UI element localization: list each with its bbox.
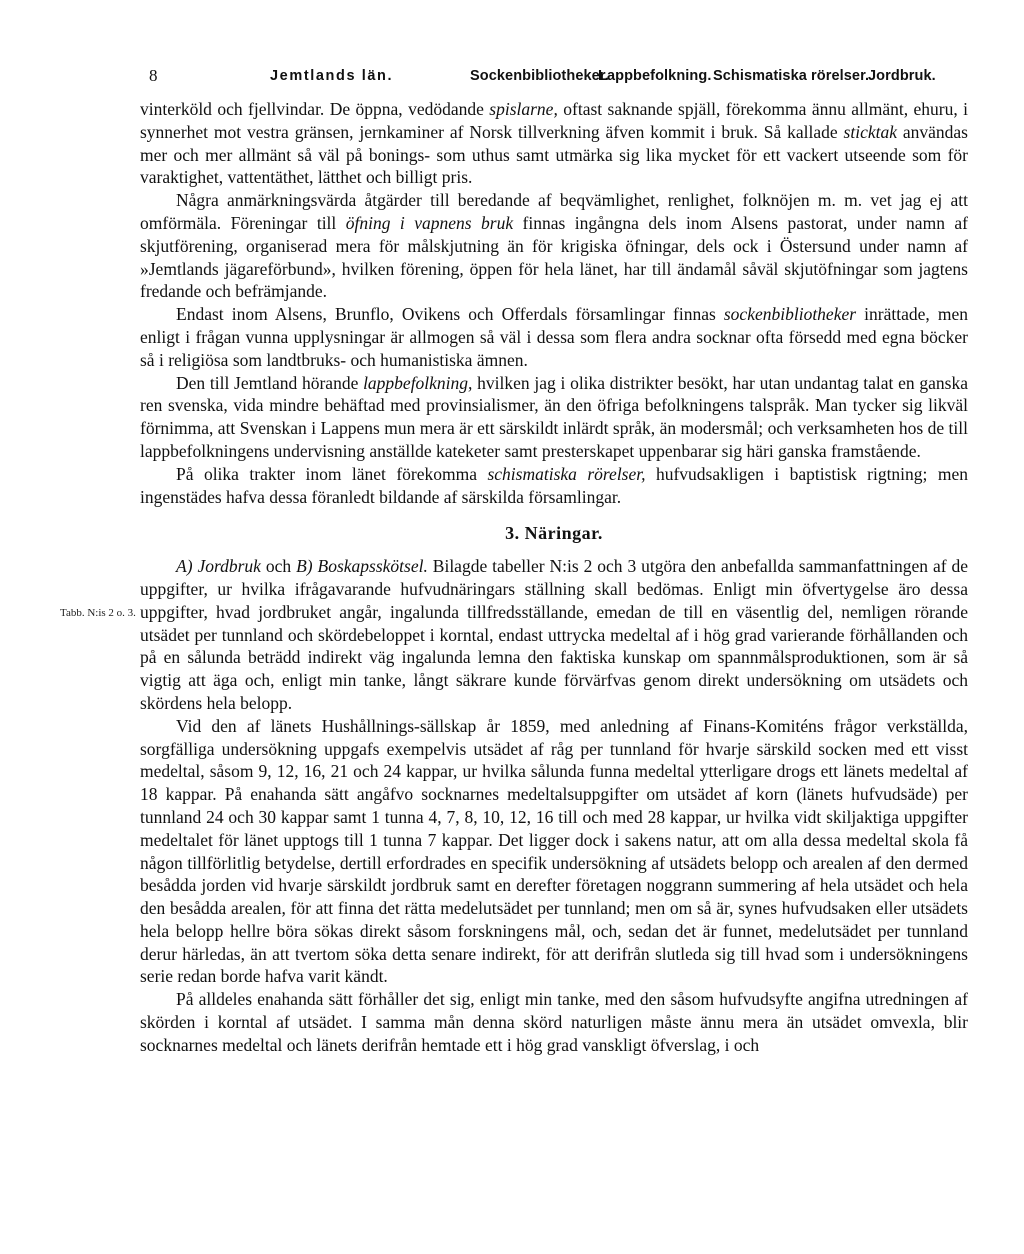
- page-number: 8: [149, 66, 158, 85]
- paragraph: På alldeles enahanda sätt förhåller det sig, enligt min tanke, med den såsom hufvudsyfte angifna utredningen af skörden i korntal af utsädet. I samma mån denna skörd naturligen måste ännu mera än utsädet omvexla, blir socknarnes medeltal och länets derifrån hemtade ett i hög grad vanskligt öfverslag, i och: [140, 989, 968, 1055]
- paragraph: Endast inom Alsens, Brunflo, Ovikens och Offerdals församlingar finnas sockenbibliotheker inrättade, men enligt i frågan vunna upplysningar är allmogen så väl i dessa som flera andra socknar ofta försedd med egna böcker så i religiösa som landtbruks- och humanistiska ämnen.: [140, 304, 968, 370]
- header-subject-lapp: Lappbefolkning.: [598, 68, 712, 84]
- paragraph: A) Jordbruk och B) Boskapsskötsel. Bilagde tabeller N:is 2 och 3 utgöra den anbefallda sammanfattningen af de uppgifter, ur hvilka ifrågavarande hufvudnäringars ställning skall bedömas. Enligt min öfvertygelse äro dessa uppgifter, hvad jordbruket angår, ingalunda tillfredsställande, emedan de till en väsentlig del, nemligen rörande utsädet per tunnland och skördebeloppet i korntal, endast uttrycka medeltal af i hög grad varierande förhållanden och på en sålunda beträdd indirekt väg ingalunda lemna den faktiska kunskap om spannmålsproduktionen, som är så vigtig att äga och, enligt min tanke, långt säkrare kunde förvärfvas genom direkt undersökning om utsädets och skördens hela belopp.: [140, 556, 968, 713]
- paragraph: Den till Jemtland hörande lappbefolkning, hvilken jag i olika distrikter besökt, har utan undantag talat en ganska ren svenska, vida mindre behäftad med provinsialismer, än den öfriga befolkningens talspråk. Man tycker sig likväl förnimma, att Svenskan i Lappens mun mera är ett särskildt inlärdt språk, än modersmål; och verksamheten hos de till lappbefolkningens undervisning anställde kateketer samt presterskapet uppenbarar sig häri ganska framstående.: [140, 372, 968, 461]
- running-header: [149, 68, 969, 92]
- header-subject-libraries: Sockenbibliotheker.: [470, 68, 609, 84]
- header-county: Jemtlands län.: [270, 68, 394, 84]
- margin-note: Tabb. N:is 2 o. 3.: [60, 607, 136, 619]
- body-text: [140, 98, 968, 1057]
- section-title: 3. Näringar.: [505, 523, 603, 544]
- paragraph: Några anmärkningsvärda åtgärder till beredande af beqvämlighet, renlighet, folknöjen m. m. vet jag ej att omförmäla. Föreningar till öfning i vapnens bruk finnas ingångna dels inom Alsens pastorat, under namn af skjutförening, organiserad mera för målskjutning än för krigiska öfningar, dels ock i Östersund under namn af »Jemtlands jägareförbund», hvilken förening, öppen för hela länet, har till ändamål såväl skjutöfningar som jagtens fredande och befrämjande.: [140, 190, 968, 302]
- paragraph: vinterköld och fjellvindar. De öppna, vedödande spislarne, oftast saknande spjäll, förekomma ännu allmänt, ehuru, i synnerhet mot vestra gränsen, jernkaminer af Norsk tillverkning äfven kommit i bruk. Så kallade sticktak användas mer och mer allmänt så väl på bonings- som uthus samt utmärka sig lika mycket för ett vackert utseende som för varaktighet, vattentäthet, lätthet och billigt pris.: [140, 99, 968, 188]
- paragraph: På olika trakter inom länet förekomma schismatiska rörelser, hufvudsakligen i baptistisk rigtning; men ingenstädes hafva dessa föranledt bildande af särskilda församlingar.: [140, 463, 968, 507]
- header-subject-schism: Schismatiska rörelser.: [713, 68, 870, 84]
- header-subject-agriculture: Jordbruk.: [868, 68, 936, 84]
- paragraph: Vid den af länets Hushållnings-sällskap år 1859, med anledning af Finans-Komiténs frågor verkställda, sorgfälliga undersökning uppgafs exempelvis utsädet af råg per tunnland för hvarje särskild socken med ett visst medeltal, såsom 9, 12, 16, 21 och 24 kappar, ur hvilka sålunda funna medeltal ytterligare drogs ett länets medeltal af 18 kappar. På enahanda sätt angåfvo socknarnes medeltalsuppgifter om utsädet af korn (länets hufvudsäde) per tunnland 24 och 30 kappar samt 1 tunna 4, 7, 8, 10, 12, 16 till och med 28 kappar, ur hvilka vidt skiljaktiga uppgifter medeltalet för länet upptogs till 1 tunna 7 kappar. Det ligger dock i sakens natur, att om alla dessa medeltal skola få någon tillförlitlig betydelse, dertill erfordrades en specifik undersökning af utsädets belopp och arealen af den dermed besådda jorden vid hvarje särskildt jordbruk samt en derefter företagen noggrann summering af hela utsädet och hela den besådda arealen, för att finna det rätta medelutsädet per tunnland; men om så är, synes hufvudsaken eller utsädets hela belopp hellre böra sökas direkt såsom forskningens mål, och, sedan det är funnet, medelutsädet per tunnland derur härledas, än att tvertom söka detta senare indirekt, för att derifrån slutleda sig till hvad som i undersökningens serie redan borde hafva varit kändt.: [140, 715, 968, 987]
